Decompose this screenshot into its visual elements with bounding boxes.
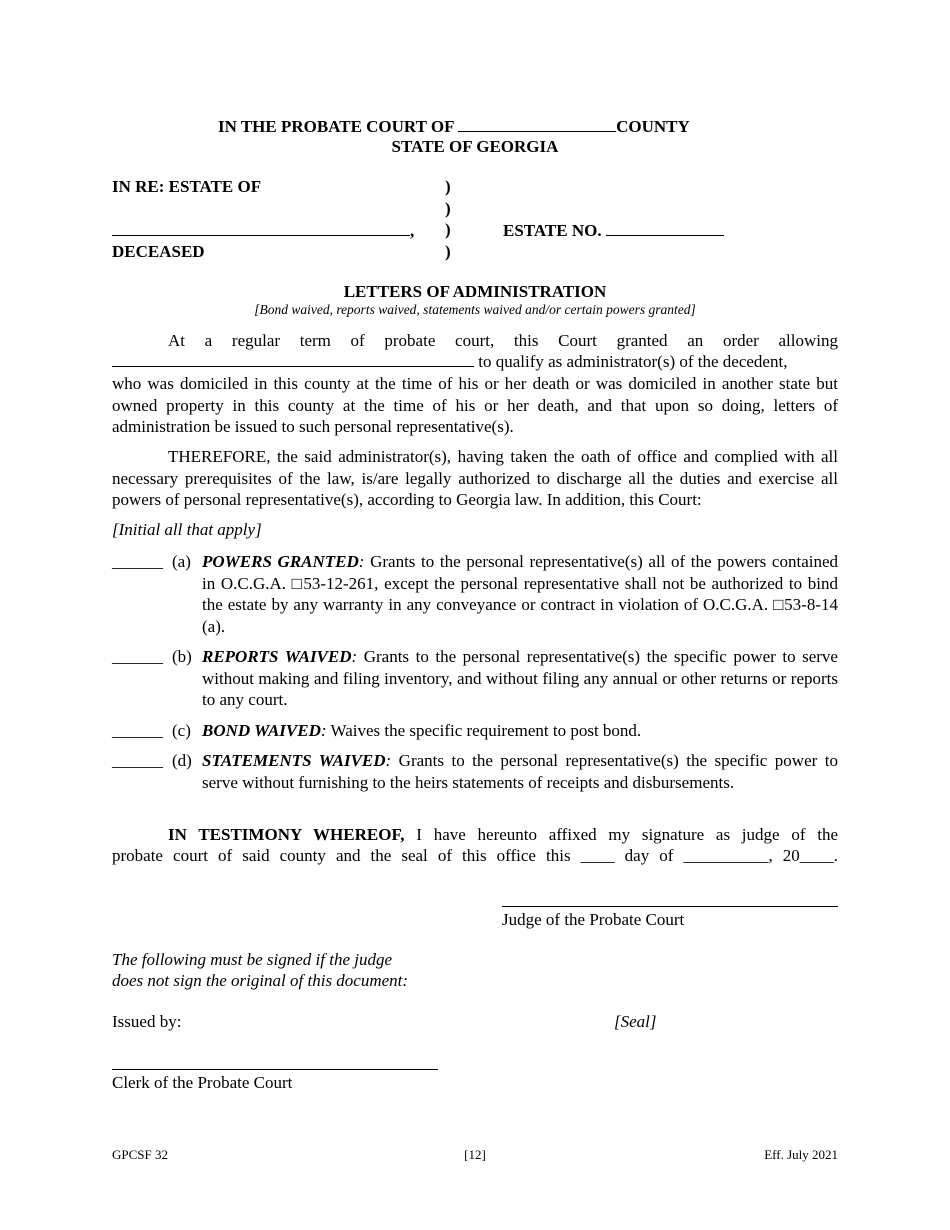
seal-label: [Seal]: [614, 1012, 657, 1031]
testimony-lead: IN TESTIMONY WHEREOF,: [168, 825, 405, 844]
testimony-line-1: IN TESTIMONY WHEREOF, I have hereunto affixed my signature as judge of the: [168, 825, 839, 844]
option-text: BOND WAIVED: Waives the specific requirement to post bond.: [202, 721, 642, 740]
paragraph-1-line-2: [112, 351, 838, 373]
option-title: REPORTS WAIVED: [202, 647, 352, 666]
judge-signature-line[interactable]: [502, 906, 838, 907]
footer-page-number: [12]: [464, 1147, 486, 1162]
estate-number-label: ESTATE NO.: [503, 221, 602, 240]
estate-number-blank[interactable]: [606, 220, 724, 236]
county-blank[interactable]: [458, 116, 616, 132]
initial-blank[interactable]: ______: [112, 647, 163, 666]
clerk-signature-line[interactable]: [112, 1069, 438, 1070]
in-re-label: IN RE: ESTATE OF: [112, 177, 262, 196]
option-title: POWERS GRANTED: [202, 552, 359, 571]
option-description: Grants to the personal representative(s) all of the powers contained in O.C.G.A. □53-12-261, except the personal representative shall not be authorized to bind the estate by any warranty in any conveyance or contract in violation of O.C.G.A. □53-8-14 (a).: [202, 552, 839, 636]
footer-effective-date: Eff. July 2021: [764, 1147, 838, 1162]
paragraph-1-line-2-text: to qualify as administrator(s) of the decedent,: [478, 352, 788, 371]
day-blank[interactable]: ____: [580, 846, 615, 865]
caption-paren: ): [445, 199, 451, 218]
initial-blank[interactable]: ______: [112, 721, 163, 740]
year-blank[interactable]: ____: [799, 846, 834, 865]
initial-note: [Initial all that apply]: [112, 520, 262, 539]
initial-blank[interactable]: ______: [112, 751, 163, 770]
option-letter: (d): [172, 751, 192, 770]
option-text: REPORTS WAIVED: Grants to the personal representative(s) the specific power to serve without making and filing inventory, and without filing any annual or other returns or reports to any court.: [202, 647, 838, 709]
administrator-name-blank[interactable]: [112, 351, 474, 367]
option-letter: (c): [172, 721, 191, 740]
paragraph-1-line-1: At a regular term of probate court, this Court granted an order allowing: [168, 331, 838, 350]
court-heading-suffix: COUNTY: [616, 117, 690, 136]
option-text: STATEMENTS WAIVED: Grants to the personal representative(s) the specific power to serve without furnishing to the heirs statements of receipts and disbursements.: [202, 751, 838, 792]
option-letter: (a): [172, 552, 191, 571]
caption-paren: ): [445, 242, 451, 261]
caption-paren: ): [445, 220, 451, 239]
judge-label: Judge of the Probate Court: [502, 910, 685, 929]
paragraph-2: THEREFORE, the said administrator(s), having taken the oath of office and complied with all necessary prerequisites of the law, is/are legally authorized to discharge all the duties and exercise all powers of personal representative(s), according to Georgia law. In addition, this Court:: [112, 447, 838, 509]
footer-form-id: GPCSF 32: [112, 1147, 168, 1162]
court-heading: [218, 116, 690, 137]
issued-by-label: Issued by:: [112, 1012, 182, 1031]
initial-blank[interactable]: ______: [112, 552, 163, 571]
option-description: Grants to the personal representative(s) the specific power to serve without making and filing inventory, and without filing any annual or other returns or reports to any court.: [202, 647, 838, 709]
estate-number-row: [503, 220, 724, 241]
state-heading: STATE OF GEORGIA: [391, 137, 559, 156]
signature-note-line-2: does not sign the original of this document:: [112, 971, 409, 990]
clerk-label: Clerk of the Probate Court: [112, 1073, 293, 1092]
decedent-name-row: [112, 220, 414, 241]
option-title: STATEMENTS WAIVED: [202, 751, 386, 770]
month-blank[interactable]: __________: [683, 846, 769, 865]
option-description: Grants to the personal representative(s) the specific power to serve without furnishing to the heirs statements of receipts and disbursements.: [202, 751, 838, 792]
option-letter: (b): [172, 647, 192, 666]
paragraph-1-rest: who was domiciled in this county at the time of his or her death or was domiciled in another state but owned property in this county at the time of his or her death, and that upon so doing, letters of administration be issued to such personal representative(s).: [112, 374, 838, 436]
court-heading-prefix: IN THE PROBATE COURT OF: [218, 117, 454, 136]
option-title: BOND WAIVED: [202, 721, 321, 740]
document-subtitle: [Bond waived, reports waived, statements waived and/or certain powers granted]: [254, 302, 696, 317]
decedent-comma: ,: [410, 221, 415, 240]
deceased-label: DECEASED: [112, 242, 205, 261]
document-title: LETTERS OF ADMINISTRATION: [343, 282, 607, 301]
signature-note-line-1: The following must be signed if the judge: [112, 950, 393, 969]
decedent-name-blank[interactable]: [112, 220, 410, 236]
option-text: POWERS GRANTED: Grants to the personal representative(s) all of the powers contained in O.C.G.A. □53-12-261, except the personal representative shall not be authorized to bind the estate by any warranty in any conveyance or contract in violation of O.C.G.A. □53-8-14 (a).: [202, 552, 839, 636]
caption-paren: ): [445, 177, 451, 196]
option-description: Waives the specific requirement to post bond.: [326, 721, 642, 740]
testimony-line-2: probate court of said county and the seal of this office this ____ day of __________, 20____.: [112, 846, 839, 865]
